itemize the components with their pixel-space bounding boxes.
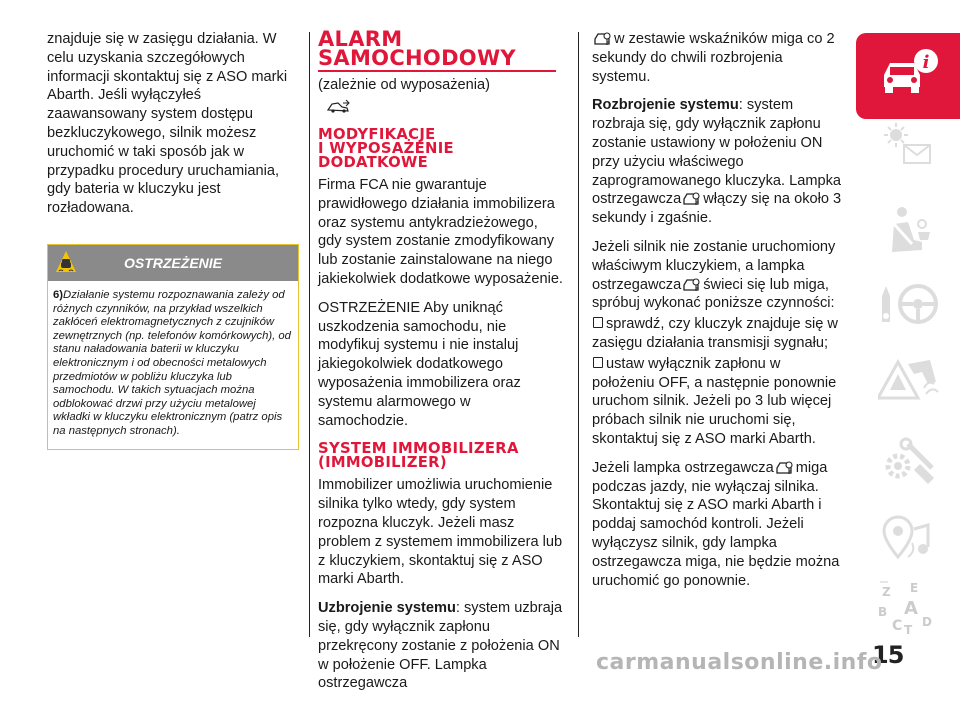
middle-column [318,27,563,703]
svg-text:i: i [922,52,930,73]
bullet-text-2: ustaw wyłącznik zapłonu w położeniu OFF, a następnie ponownie uruchom silnik. Jeżeli po 3 lub więcej próbach silnik nie uruchomi się, skontaktuj się z ASO marki Abarth. [592,355,837,447]
list-item [592,355,842,449]
page-number: 15 [872,641,904,669]
watermark: carmanualsonline.info [596,650,883,675]
immobilizer-lamp-icon [592,30,614,47]
modifications-paragraph: Firma FCA nie gwarantuje prawidłowego działania immobilizera oraz systemu antykradzieżowego, gdy system zostanie zmodyfikowany lub zostanie zainstalowane na niego jakiekolwiek dodatkowe wyposażenie. [318,177,563,287]
maintenance-tools-icon [878,436,942,492]
modifications-warning-paragraph: OSTRZEŻENIE Aby uniknąć uszkodzenia samochodu, nie modyfikuj systemu i nie instaluj jakiegokolwiek dodatkowego wyposażenia immobilizera oraz systemu alarmowego w samochodzie. [318,299,521,429]
index-letter: Z [882,585,891,599]
alarm-heading-line2: SAMOCHODOWY [318,46,516,70]
tab-index[interactable] [856,566,960,652]
bullet-marker [593,317,603,328]
left-column [47,30,297,450]
disarming-paragraph [592,96,842,228]
alarm-subtitle: (zależnie od wyposażenia) [318,77,490,93]
immobilizer-lamp-icon [681,190,703,207]
index-letter: D [922,615,932,629]
intro-paragraph: znajduje się w zasięgu działania. W celu uzyskania szczegółowych informacji skontaktuj się z ASO marki Abarth. Jeśli wyłączyłeś zaawansowany system dostępu bezkluczykowego, silnik możesz uruchomić w taki sposób jak w przypadku procedury uruchamiania, gdy bateria w kluczyku jest rozładowana. [47,31,288,217]
tab-breakdown[interactable] [856,338,960,424]
warning-title: OSTRZEŻENIE [123,254,222,271]
arming-paragraph [318,599,563,693]
index-letter: E [910,581,919,595]
tab-warning-lights[interactable] [856,103,960,189]
arming-label: Uzbrojenie systemu [318,600,456,617]
blinking-lamp-text-b: miga podczas jazdy, nie wyłączaj silnika. Skontaktuj się z ASO marki Abarth i poddaj samochód kontroli. Jeżeli wyłączysz silnik, gdy lampka ostrzegawcza miga, nie będzie można uruchomić go ponownie. [592,459,840,589]
multimedia-icon [878,511,942,567]
disarming-text-b: włączy się na około 3 sekundy i zgaśnie. [592,191,842,227]
tab-maintenance[interactable] [856,422,960,508]
seat-belt-icon [878,202,942,258]
disarming-label: Rozbrojenie systemu [592,97,739,114]
tab-steering-wheel[interactable] [856,262,960,348]
warning-lights-icon [878,117,942,173]
disarming-text-a: : system rozbraja się, gdy wyłącznik zapłonu zostanie ustawiony w położeniu ON przy użyciu właściwego zaprogramowanego kluczyka. Lampka ostrzegawcza [592,97,842,208]
arming-continued-text: w zestawie wskaźników miga co 2 sekundy do chwili rozbrojenia systemu. [592,31,835,85]
warning-box [47,244,299,450]
index-letter: B [878,605,888,619]
blinking-lamp-paragraph [592,459,842,591]
optional-equipment-icon [326,98,352,114]
troubleshoot-text-b: świeci się lub miga, spróbuj wykonać poniższe czynności: [592,276,835,312]
car-info-icon [878,47,942,103]
blinking-lamp-text-a: Jeżeli lampka ostrzegawcza [592,459,774,476]
steering-wheel-icon [878,276,942,332]
right-column [592,30,842,600]
equipment-icon-row [326,98,563,116]
warning-number: 6) [53,288,64,301]
alarm-heading-line1: ALARM [318,27,403,51]
list-item [592,315,842,353]
modifications-heading-line1: MODYFIKACJE [318,126,436,143]
index-letters-icon [878,580,942,636]
modifications-heading [318,128,563,170]
column-divider-left [309,32,310,637]
arming-text: : system uzbraja się, gdy wyłącznik zapłonu przekręcony zostanie z położenia ON w położenie OFF. Lampka ostrzegawcza [318,600,563,692]
bullet-marker [593,357,603,368]
troubleshoot-paragraph [592,238,842,313]
warning-text [48,281,298,449]
immobilizer-heading-line1: SYSTEM IMMOBILIZERA [318,440,519,458]
modifications-heading-line2: I WYPOSAŻENIE [318,140,454,157]
breakdown-triangle-icon [878,352,942,408]
column-divider-right [578,32,579,637]
troubleshoot-text-a: Jeżeli silnik nie zostanie uruchomiony właściwym kluczykiem, a lampka ostrzegawcza [592,238,836,293]
modifications-heading-line3: DODATKOWE [318,154,429,171]
warning-content: Działanie systemu rozpoznawania zależy od różnych czynników, na przykład wszelkich zakłóceń elektromagnetycznych z czujników zewnętrznych (np. telefonów komórkowych), od stanu naładowania baterii w kluczyku elektronicznym i od obecności metalowych przedmiotów w pobliżu kluczyka lub samochodu. W takich sytuacjach można odblokować drzwi przy użyciu metalowej wkładki w kluczyku elektronicznym (patrz opis na następnych stronach). [53,288,291,437]
immobilizer-paragraph: Immobilizer umożliwia uruchomienie silnika tylko wtedy, gdy system rozpozna kluczyk. Jeżeli masz problem z systemem immobilizera lub z kluczykiem, skontaktuj się z ASO marki Abarth. [318,477,563,588]
heading-underline [318,70,556,72]
immobilizer-heading [318,442,563,470]
immobilizer-heading-line2: (IMMOBILIZER) [318,454,447,472]
immobilizer-lamp-icon [681,276,703,293]
index-letter: A [904,598,918,619]
index-letter: C [892,618,903,634]
warning-header [48,245,298,281]
bullet-text-1: sprawdź, czy kluczyk znajduje się w zasięgu działania transmisji sygnału; [592,316,838,351]
arming-continued-paragraph [592,30,842,86]
immobilizer-lamp-icon [774,459,796,476]
index-letter: T [904,623,913,636]
